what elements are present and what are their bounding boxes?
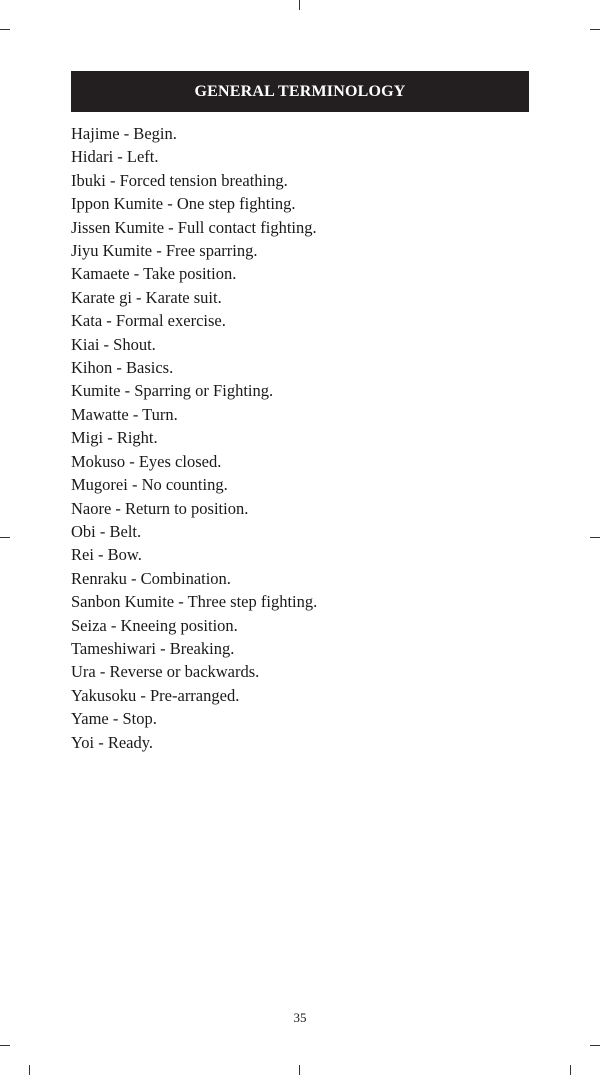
term-item: Kumite - Sparring or Fighting. <box>71 381 274 401</box>
term-item: Kamaete - Take position. <box>71 264 237 284</box>
term-item: Kata - Formal exercise. <box>71 311 226 331</box>
term-item: Yakusoku - Pre-arranged. <box>71 685 240 705</box>
term-item: Rei - Bow. <box>71 545 142 565</box>
crop-mark-bottom-left <box>29 1065 30 1075</box>
term-item: Hidari - Left. <box>71 147 159 167</box>
crop-mark-right-middle <box>590 537 600 538</box>
term-item: Mugorei - No counting. <box>71 475 228 495</box>
term-item: Mawatte - Turn. <box>71 404 178 424</box>
term-item: Ibuki - Forced tension breathing. <box>71 170 288 190</box>
page-number: 35 <box>293 1010 307 1025</box>
section-header-bar <box>71 71 529 112</box>
crop-mark-right-top <box>590 29 600 30</box>
crop-mark-left-middle <box>0 537 10 538</box>
term-item: Sanbon Kumite - Three step fighting. <box>71 592 318 612</box>
term-item: Naore - Return to position. <box>71 498 249 518</box>
section-title: GENERAL TERMINOLOGY <box>194 82 406 100</box>
term-item: Ippon Kumite - One step fighting. <box>71 194 296 214</box>
crop-mark-top-center <box>299 0 300 10</box>
term-item: Migi - Right. <box>71 428 158 448</box>
term-item: Kihon - Basics. <box>71 358 174 378</box>
term-item: Jissen Kumite - Full contact fighting. <box>71 217 317 237</box>
term-item: Jiyu Kumite - Free sparring. <box>71 241 258 261</box>
term-item: Yame - Stop. <box>71 709 157 729</box>
term-item: Yoi - Ready. <box>71 732 154 752</box>
crop-mark-left-top <box>0 29 10 30</box>
crop-mark-bottom-right <box>570 1065 571 1075</box>
term-item: Hajime - Begin. <box>71 124 177 143</box>
term-item: Mokuso - Eyes closed. <box>71 451 222 471</box>
crop-mark-right-bottom <box>590 1045 600 1046</box>
term-item: Karate gi - Karate suit. <box>71 287 222 307</box>
term-item: Obi - Belt. <box>71 521 142 541</box>
crop-mark-left-bottom <box>0 1045 10 1046</box>
term-item: Renraku - Combination. <box>71 568 231 588</box>
terminology-list <box>71 122 317 754</box>
term-item: Tameshiwari - Breaking. <box>71 638 235 658</box>
crop-mark-bottom-center <box>299 1065 300 1075</box>
term-item: Ura - Reverse or backwards. <box>71 662 260 682</box>
term-item: Kiai - Shout. <box>71 334 156 354</box>
term-item: Seiza - Kneeing position. <box>71 615 238 635</box>
